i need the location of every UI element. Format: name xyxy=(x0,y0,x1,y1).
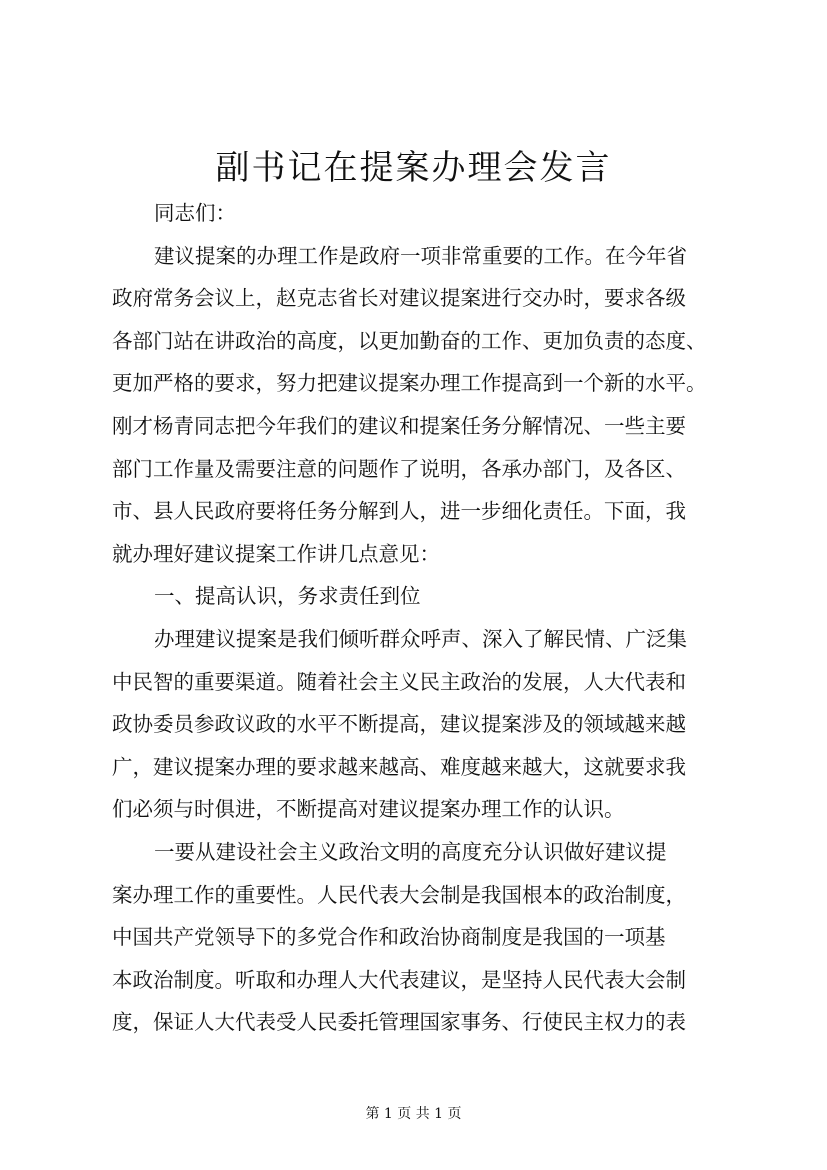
body-line: 广，建议提案办理的要求越来越高、难度越来越大，这就要求我 xyxy=(112,754,686,779)
page-footer: 第 1 页 共 1 页 xyxy=(365,1106,462,1122)
body-line: 一要从建设社会主义政治文明的高度充分认识做好建议提 xyxy=(154,839,667,864)
body-line: 度，保证人大代表受人民委托管理国家事务、行使民主权力的表 xyxy=(112,1010,686,1035)
body-line: 部门工作量及需要注意的问题作了说明，各承办部门，及各区、 xyxy=(112,456,686,481)
document-title: 副书记在提案办理会发言 xyxy=(215,148,612,188)
body-line: 中民智的重要渠道。随着社会主义民主政治的发展，人大代表和 xyxy=(112,669,686,694)
body-line: 就办理好建议提案工作讲几点意见： xyxy=(112,541,440,566)
body-line: 政协委员参政议政的水平不断提高，建议提案涉及的领域越来越 xyxy=(112,712,686,737)
body-line: 案办理工作的重要性。人民代表大会制是我国根本的政治制度， xyxy=(112,882,686,907)
body-line: 市、县人民政府要将任务分解到人，进一步细化责任。下面，我 xyxy=(112,499,686,524)
body-line: 们必须与时俱进，不断提高对建议提案办理工作的认识。 xyxy=(112,797,625,822)
body-line: 更加严格的要求，努力把建议提案办理工作提高到一个新的水平。 xyxy=(112,371,707,396)
body-line: 刚才杨青同志把今年我们的建议和提案任务分解情况、一些主要 xyxy=(112,413,686,438)
body-line: 本政治制度。听取和办理人大代表建议，是坚持人民代表大会制 xyxy=(112,967,686,992)
body-line: 中国共产党领导下的多党合作和政治协商制度是我国的一项基 xyxy=(112,925,666,950)
section-heading: 一、提高认识，务求责任到位 xyxy=(154,584,421,609)
body-line: 办理建议提案是我们倾听群众呼声、深入了解民情、广泛集 xyxy=(154,626,687,651)
document-body xyxy=(112,192,716,1044)
body-line: 各部门站在讲政治的高度，以更加勤奋的工作、更加负责的态度、 xyxy=(112,328,707,353)
body-line: 建议提案的办理工作是政府一项非常重要的工作。在今年省 xyxy=(154,243,687,268)
body-line: 政府常务会议上，赵克志省长对建议提案进行交办时，要求各级 xyxy=(112,286,686,311)
salutation-line: 同志们： xyxy=(154,201,236,225)
